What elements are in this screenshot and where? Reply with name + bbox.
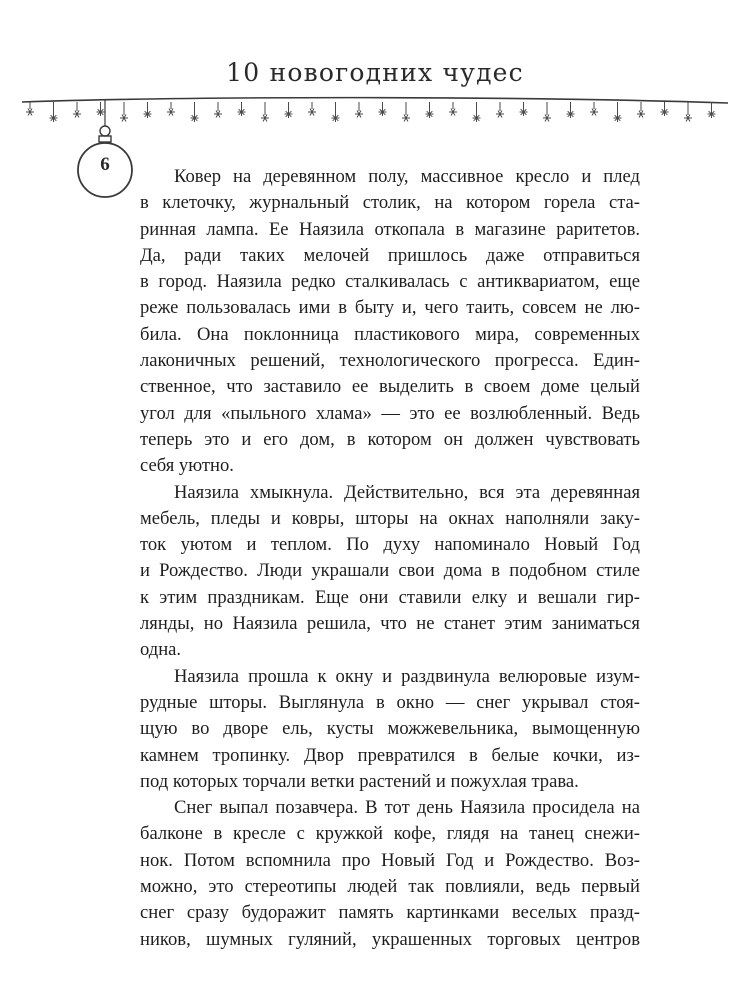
text-line: в город. Наязила редко сталкивалась с антиквариатом, еще — [140, 271, 640, 293]
text-line: Наязила хмыкнула. Действительно, вся эта деревянная — [174, 481, 640, 503]
paragraph — [140, 480, 640, 664]
text-line: била. Она поклонница пластикового мира, современных — [140, 323, 640, 345]
body-text — [140, 164, 640, 953]
text-line: ринная лампа. Ее Наязила откопала в магазине раритетов. — [140, 218, 640, 240]
text-line: Да, ради таких мелочей пришлось даже отправиться — [140, 244, 640, 266]
text-line: щую во дворе ель, кусты можжевельника, вымощенную — [140, 718, 640, 740]
text-line: реже пользовалась ими в быту и, чего таить, совсем не лю- — [140, 297, 640, 319]
text-line: мебель, пледы и ковры, шторы на окнах наполняли заку- — [140, 507, 640, 529]
text-line: ственное, что заставило ее выделить в своем доме целый — [140, 376, 640, 398]
text-line: камнем тропинку. Двор превратился в белые кочки, из- — [140, 744, 640, 766]
text-line: лянды, но Наязила решила, что не станет этим заниматься — [140, 613, 640, 635]
text-line: ников, шумных гуляний, украшенных торговых центров — [140, 928, 640, 950]
text-line: одна. — [140, 639, 182, 661]
christmas-ornament-icon — [70, 100, 140, 200]
text-line: себя уютно. — [140, 455, 234, 477]
paragraph — [140, 164, 640, 480]
text-line: теперь это и его дом, в котором он должен чувствовать — [140, 428, 640, 450]
text-line: Наязила прошла к окну и раздвинула велюровые изум- — [174, 665, 640, 687]
page-number: 6 — [100, 154, 110, 175]
text-line: снег сразу будоражит память картинками веселых празд- — [140, 902, 640, 924]
running-header-title: 10 новогодних чудес — [226, 58, 524, 87]
text-line: к этим праздникам. Еще они ставили елку и вешали гир- — [140, 586, 640, 608]
text-line: балконе в кресле с кружкой кофе, глядя на танец снежи- — [140, 823, 640, 845]
text-line: лаконичных решений, технологического прогресса. Един- — [140, 350, 640, 372]
text-line: можно, это стереотипы людей так повлияли, ведь первый — [140, 876, 640, 898]
text-line: нок. Потом вспомнила про Новый Год и Рождество. Воз- — [140, 849, 640, 871]
text-line: ток уютом и теплом. По духу напоминало Новый Год — [140, 534, 640, 556]
text-line: под которых торчали ветки растений и пожухлая трава. — [140, 770, 579, 792]
text-line: угол для «пыльного хлама» — это ее возлюбленный. Ведь — [140, 402, 640, 424]
paragraph — [140, 664, 640, 795]
text-line: рудные шторы. Выглянула в окно — снег укрывал стоя- — [140, 691, 640, 713]
text-line: Ковер на деревянном полу, массивное кресло и плед — [174, 166, 640, 187]
text-line: и Рождество. Люди украшали свои дома в подобном стиле — [140, 560, 640, 582]
text-line: в клеточку, журнальный столик, на котором горела ста- — [140, 192, 640, 214]
paragraph — [140, 795, 640, 953]
text-line: Снег выпал позавчера. В тот день Наязила просидела на — [174, 797, 640, 819]
